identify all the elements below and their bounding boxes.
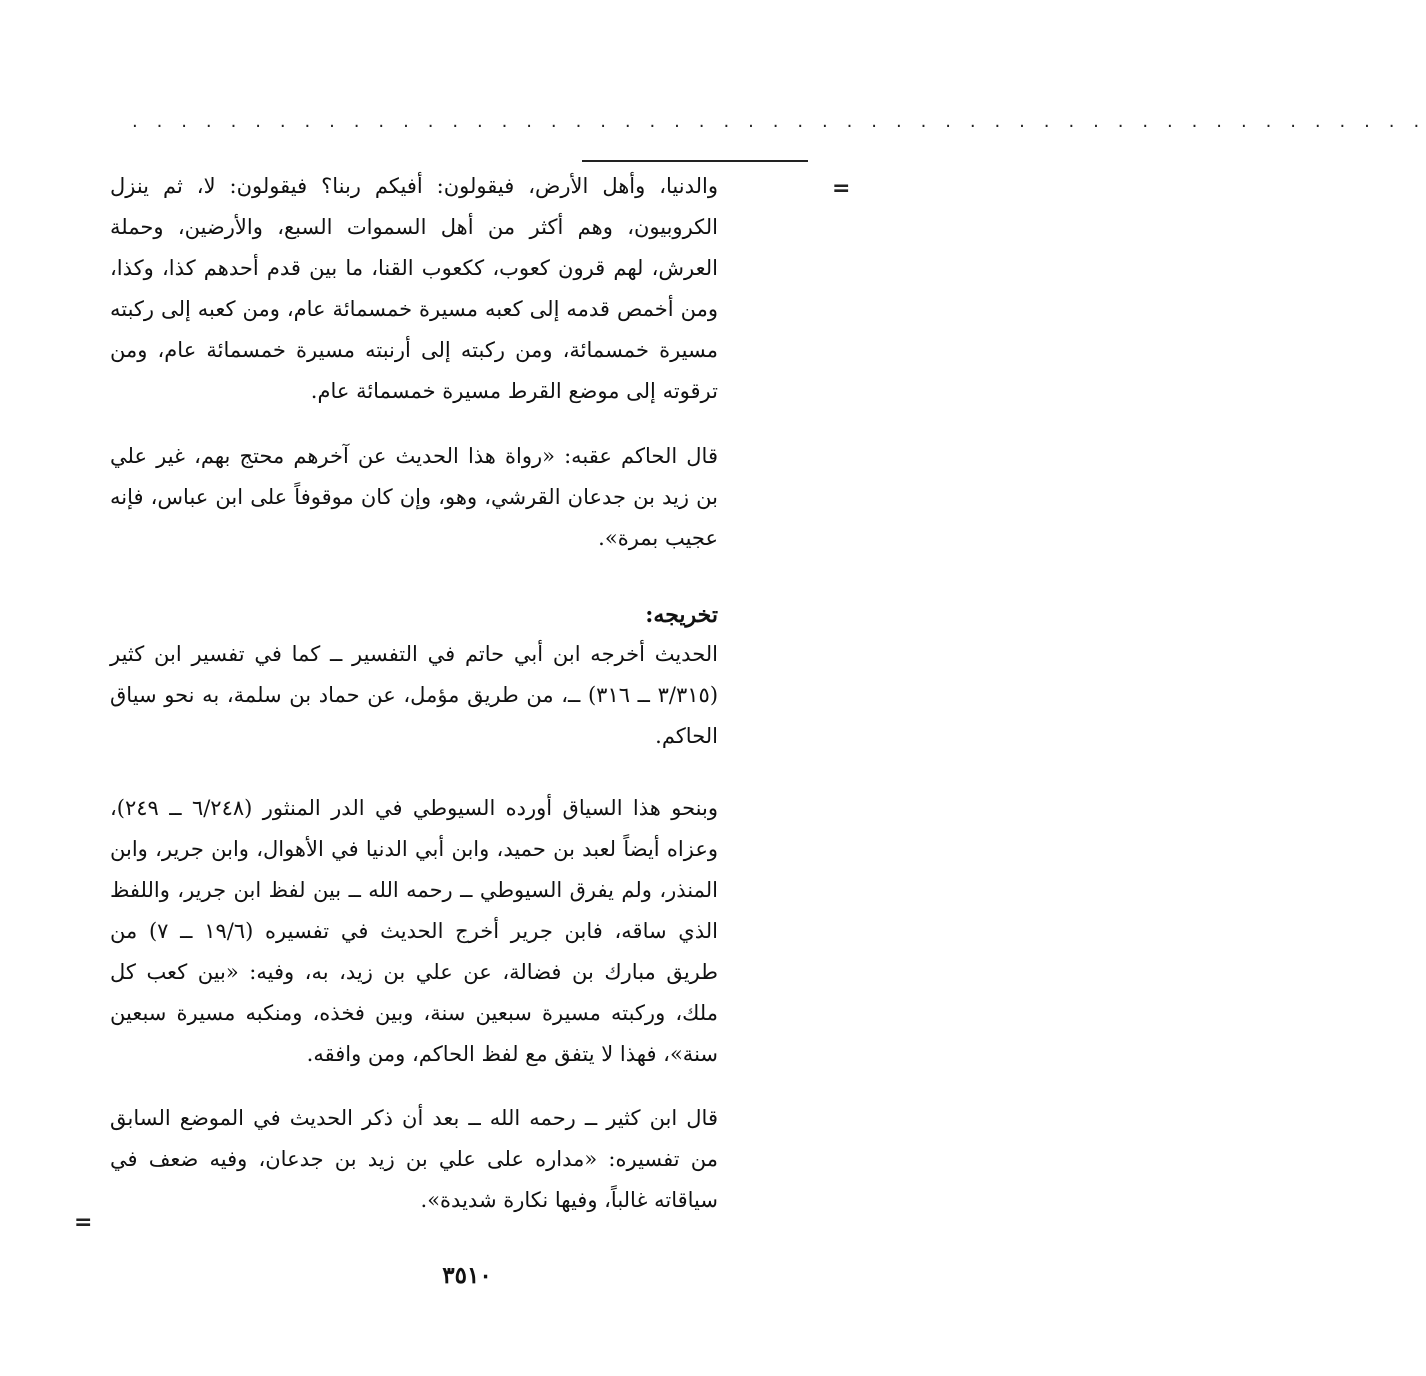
page-number: ٣٥١٠ bbox=[442, 1262, 492, 1289]
continuation-mark-bottom: = bbox=[74, 1210, 93, 1235]
section-heading-takhrij: تخريجه: bbox=[645, 602, 718, 628]
continuation-mark-top: = bbox=[832, 176, 851, 201]
dotted-separator: . . . . . . . . . . . . . . . . . . . . . . . . . . . . . . . . . . . . . . . . . . . . . . . . . . . . . bbox=[132, 111, 1426, 132]
footnote-rule bbox=[582, 160, 808, 162]
paragraph-ibn-kathir: قال ابن كثير ــ رحمه الله ــ بعد أن ذكر الحديث في الموضع السابق من تفسيره: «مداره على علي بن زيد بن جدعان، وفيه ضعف في سياقاته غالباً، وفيها نكارة شديدة». bbox=[110, 1106, 718, 1212]
paragraph-hadith-text: والدنيا، وأهل الأرض، فيقولون: أفيكم ربنا؟ فيقولون: لا، ثم ينزل الكروبيون، وهم أكثر من أهل السموات السبع، والأرضين، وحملة العرش، لهم قرون كعوب، ككعوب القنا، ما بين قدم أحدهم كذا، وكذا، ومن أخمص قدمه إلى كعبه مسيرة خمسمائة عام، ومن كعبه إلى ركبته مسيرة خمسمائة، ومن ركبته إلى أرنبته مسيرة خمسمائة عام، ومن ترقوته إلى موضع القرط مسيرة خمسمائة عام. bbox=[110, 174, 718, 403]
paragraph-hakim-comment: قال الحاكم عقبه: «رواة هذا الحديث عن آخرهم محتج بهم، غير علي بن زيد بن جدعان القرشي، وهو، وإن كان موقوفاً على ابن عباس، فإنه عجيب بمرة». bbox=[110, 444, 718, 550]
paragraph-suyuti-ibn-jarir: وبنحو هذا السياق أورده السيوطي في الدر المنثور (٦/٢٤٨ ــ ٢٤٩)، وعزاه أيضاً لعبد بن حميد، وابن أبي الدنيا في الأهوال، وابن جرير، وابن المنذر، ولم يفرق السيوطي ــ رحمه الله ــ بين لفظ ابن جرير، واللفظ الذي ساقه، فابن جرير أخرج الحديث في تفسيره (١٩/٦ ــ ٧) من طريق مبارك بن فضالة، عن علي بن زيد، به، وفيه: «بين كعب كل ملك، وركبته مسيرة سبعين سنة، وبين فخذه، ومنكبه مسيرة سبعين سنة»، فهذا لا يتفق مع لفظ الحاكم، ومن وافقه. bbox=[110, 796, 719, 1066]
paragraph-takhrij-ibn-abi-hatim: الحديث أخرجه ابن أبي حاتم في التفسير ــ كما في تفسير ابن كثير (٣/٣١٥ ــ ٣١٦) ــ، من طريق مؤمل، عن حماد بن سلمة، به نحو سياق الحاكم. bbox=[110, 642, 719, 748]
